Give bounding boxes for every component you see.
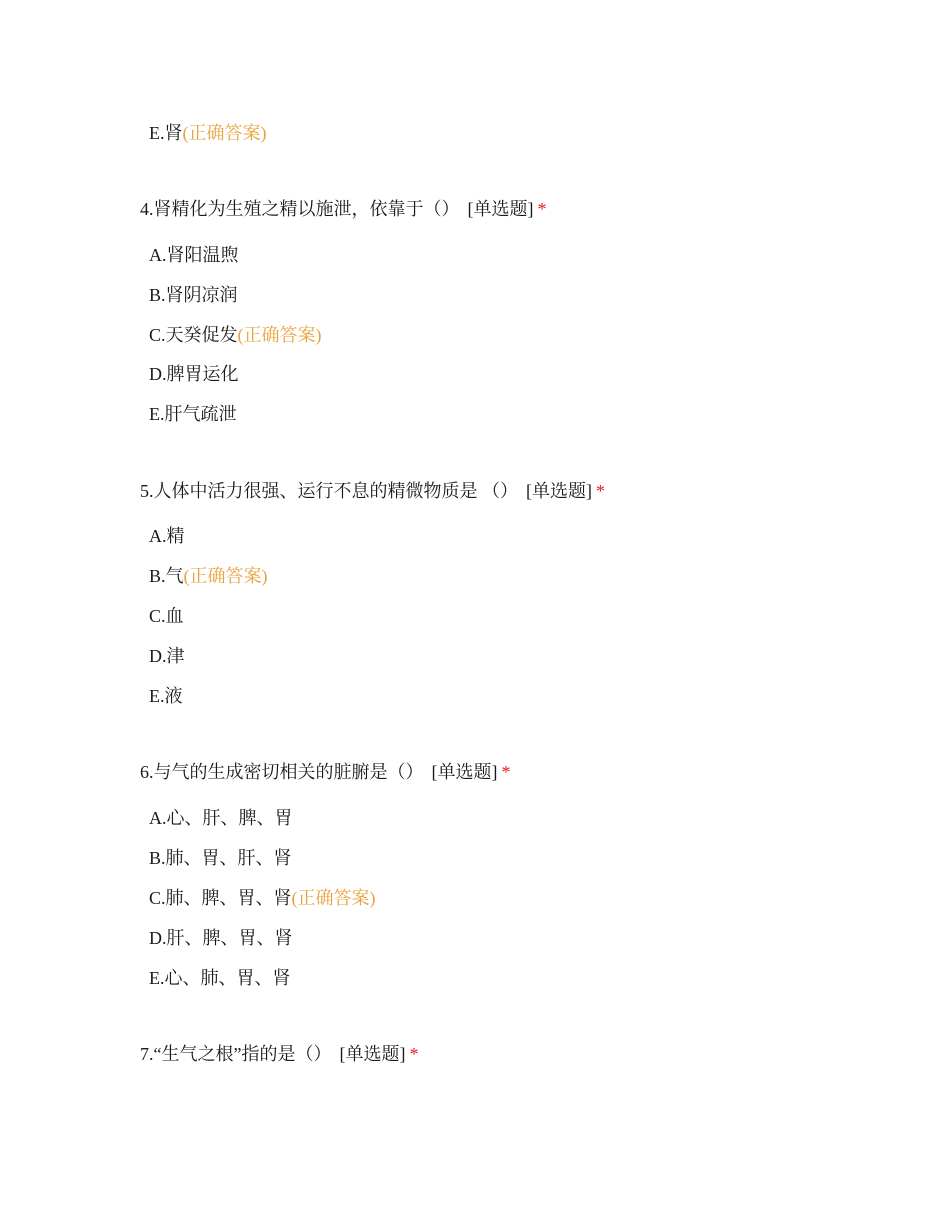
q6-option-d	[149, 926, 293, 950]
q5-option-d	[149, 644, 185, 668]
q5-option-b	[149, 564, 268, 588]
required-mark: *	[596, 481, 605, 501]
question-type: [单选题]	[467, 199, 534, 219]
option-label: E.液	[149, 686, 183, 706]
q6-option-b	[149, 846, 292, 870]
option-label: A.肾阳温煦	[149, 245, 239, 265]
option-label: A.心、肝、脾、胃	[149, 808, 293, 828]
q4-option-c	[149, 323, 322, 347]
option-label: D.津	[149, 646, 185, 666]
question-6-title	[140, 760, 511, 784]
option-label: C.天癸促发	[149, 325, 238, 345]
option-label: D.肝、脾、胃、肾	[149, 928, 293, 948]
option-label: B.气	[149, 566, 184, 586]
required-mark: *	[501, 762, 511, 782]
q4-option-e	[149, 402, 237, 426]
q4-option-d	[149, 362, 239, 386]
question-text: 4.肾精化为生殖之精以施泄，依靠于（）	[140, 199, 460, 219]
option-label: A.精	[149, 526, 185, 546]
question-type: [单选题]	[339, 1044, 406, 1064]
required-mark: *	[537, 199, 547, 219]
option-label: B.肺、胃、肝、肾	[149, 848, 292, 868]
q3-option-e	[149, 121, 267, 145]
option-label: C.肺、脾、胃、肾	[149, 888, 292, 908]
option-label: E.肾	[149, 123, 183, 143]
option-label: E.肝气疏泄	[149, 404, 237, 424]
correct-answer-tag: (正确答案)	[182, 123, 267, 143]
q5-option-c	[149, 604, 184, 628]
q4-option-b	[149, 283, 238, 307]
question-text: 6.与气的生成密切相关的脏腑是（）	[140, 762, 424, 782]
question-text: 7.“生气之根”指的是（）	[140, 1044, 332, 1064]
question-type: [单选题]	[526, 481, 592, 501]
correct-answer-tag: (正确答案)	[291, 888, 376, 908]
required-mark: *	[409, 1044, 419, 1064]
q6-option-a	[149, 806, 293, 830]
option-label: D.脾胃运化	[149, 364, 239, 384]
q6-option-e	[149, 966, 291, 990]
q5-option-e	[149, 684, 183, 708]
option-label: C.血	[149, 606, 184, 626]
question-text: 5.人体中活力很强、运行不息的精微物质是 （）	[140, 481, 518, 501]
option-label: E.心、肺、胃、肾	[149, 968, 291, 988]
q4-option-a	[149, 243, 239, 267]
question-4-title	[140, 197, 547, 221]
q6-option-c	[149, 886, 376, 910]
correct-answer-tag: (正确答案)	[237, 325, 322, 345]
q5-option-a	[149, 524, 185, 548]
question-type: [单选题]	[431, 762, 498, 782]
option-label: B.肾阴凉润	[149, 285, 238, 305]
question-5-title	[140, 479, 605, 503]
correct-answer-tag: (正确答案)	[183, 566, 268, 586]
question-7-title	[140, 1042, 418, 1066]
